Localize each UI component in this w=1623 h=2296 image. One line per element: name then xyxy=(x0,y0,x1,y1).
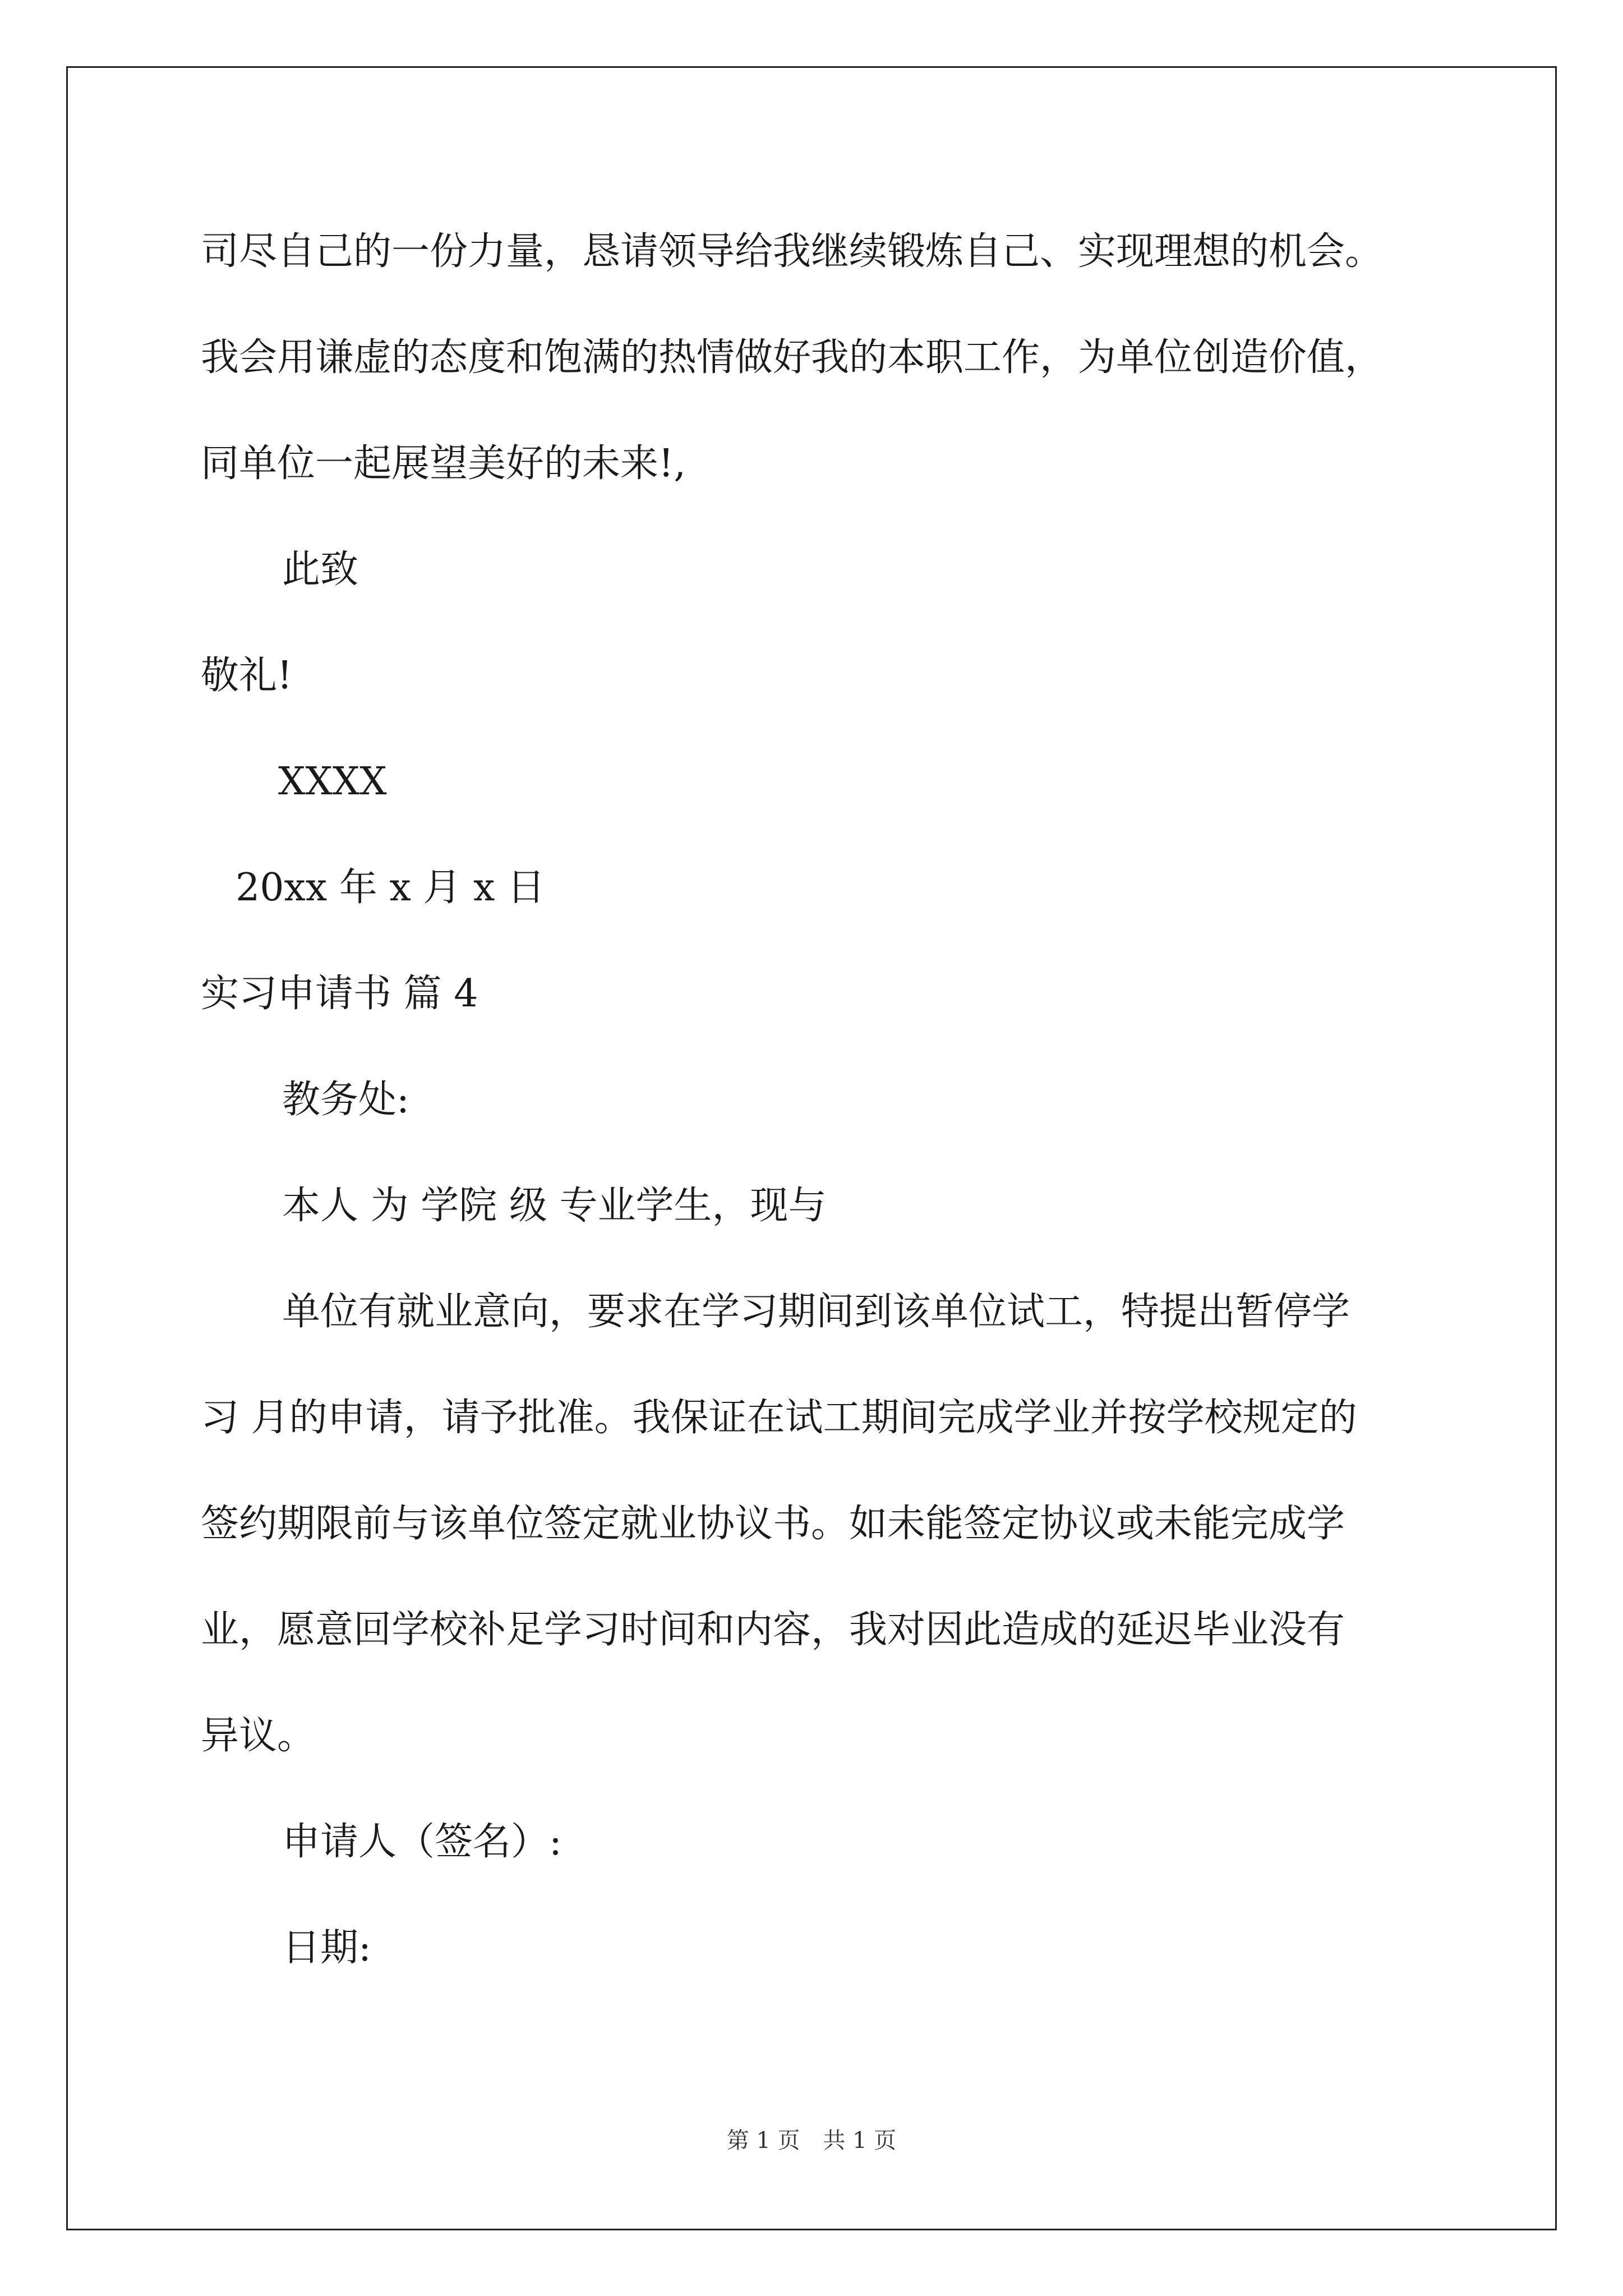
page-frame xyxy=(66,66,1557,2230)
paragraph-line-4: 签约期限前与该单位签定就业协议书。如未能签定协议或未能完成学 xyxy=(201,1502,1345,1546)
closing-regards: 敬礼! xyxy=(201,654,293,698)
paragraph-line-2: 单位有就业意向，要求在学习期间到该单位试工，特提出暂停学 xyxy=(282,1290,1350,1334)
paragraph-line-1: 本人 为 学院 级 专业学生，现与 xyxy=(282,1184,827,1228)
closing-salutation: 此致 xyxy=(282,547,359,592)
page-footer xyxy=(0,2129,1623,2152)
page-number: 第 1 页 xyxy=(726,2128,800,2154)
applicant-signature: 申请人（签名）: xyxy=(282,1820,562,1864)
signature-date: 20xx 年 x 月 x 日 xyxy=(236,866,546,910)
paragraph-line-3: 习 月的申请，请予批准。我保证在试工期间完成学业并按学校规定的 xyxy=(201,1396,1357,1440)
signer-name: XXXX xyxy=(278,760,387,804)
addressee: 教务处: xyxy=(282,1078,409,1122)
paragraph-line-6: 异议。 xyxy=(201,1714,316,1758)
body-line-3: 同单位一起展望美好的未来!, xyxy=(201,441,686,486)
body-line-1: 司尽自己的一份力量，恳请领导给我继续锻炼自己、实现理想的机会。 xyxy=(201,229,1384,274)
date-label: 日期: xyxy=(282,1926,371,1970)
body-line-2: 我会用谦虚的态度和饱满的热情做好我的本职工作，为单位创造价值， xyxy=(201,335,1384,380)
section-title: 实习申请书 篇 4 xyxy=(201,972,478,1016)
paragraph-line-5: 业，愿意回学校补足学习时间和内容，我对因此造成的延迟毕业没有 xyxy=(201,1608,1345,1652)
page-total: 共 1 页 xyxy=(823,2128,897,2154)
